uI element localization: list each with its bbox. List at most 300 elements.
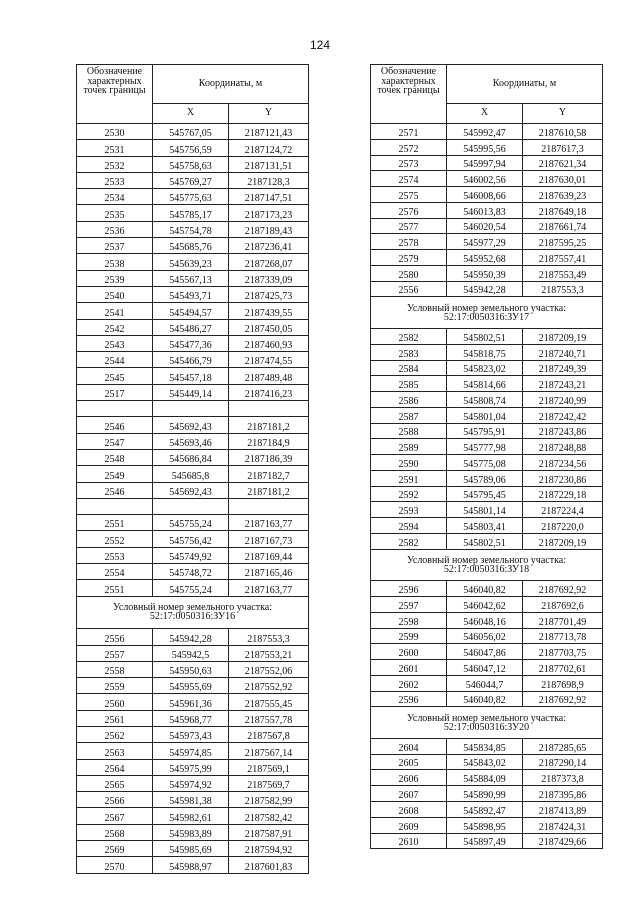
- point-number-cell: 2608: [371, 802, 447, 818]
- point-number-cell: 2533: [77, 172, 153, 188]
- y-coordinate-cell: 2187209,19: [523, 328, 603, 344]
- y-coordinate-cell: 2187703,75: [523, 644, 603, 660]
- x-coordinate-cell: 545950,39: [447, 265, 523, 281]
- x-coordinate-cell: 545884,09: [447, 770, 523, 786]
- header-designation: Обозначение характерных точек границы: [77, 65, 153, 124]
- parcel-label: Условный номер земельного участка: 52:17:0050316:ЗУ18: [371, 549, 603, 581]
- x-coordinate-cell: 545952,68: [447, 250, 523, 266]
- x-coordinate-cell: 545983,89: [153, 824, 229, 840]
- point-number-cell: 2562: [77, 727, 153, 743]
- table-row: [77, 368, 309, 384]
- x-coordinate-cell: 545758,63: [153, 156, 229, 172]
- table-body-right: [371, 65, 603, 849]
- point-number-cell: 2530: [77, 124, 153, 140]
- x-coordinate-cell: 545775,08: [447, 455, 523, 471]
- x-coordinate-cell: 545749,92: [153, 547, 229, 563]
- point-number-cell: 2602: [371, 675, 447, 691]
- table-row: [77, 482, 309, 498]
- x-coordinate-cell: 546040,82: [447, 581, 523, 597]
- point-number-cell: 2558: [77, 661, 153, 677]
- y-coordinate-cell: 2187649,18: [523, 202, 603, 218]
- y-coordinate-cell: 2187567,14: [229, 743, 309, 759]
- header-x: X: [153, 103, 229, 123]
- point-number-cell: 2606: [371, 770, 447, 786]
- x-coordinate-cell: 545692,43: [153, 482, 229, 498]
- table-row: [371, 802, 603, 818]
- x-coordinate-cell: [153, 401, 229, 417]
- x-coordinate-cell: 545755,24: [153, 515, 229, 531]
- y-coordinate-cell: 2187610,58: [523, 124, 603, 140]
- parcel-label-row: [371, 297, 603, 329]
- parcel-label-row: [77, 596, 309, 629]
- y-coordinate-cell: 2187416,23: [229, 384, 309, 400]
- x-coordinate-cell: 545639,23: [153, 254, 229, 270]
- table-row: [371, 597, 603, 613]
- y-coordinate-cell: [229, 498, 309, 514]
- point-number-cell: 2586: [371, 392, 447, 408]
- x-coordinate-cell: 545897,49: [447, 833, 523, 849]
- x-coordinate-cell: 545974,85: [153, 743, 229, 759]
- table-row: [371, 328, 603, 344]
- point-number-cell: 2560: [77, 694, 153, 710]
- y-coordinate-cell: 2187243,21: [523, 376, 603, 392]
- point-number-cell: 2556: [371, 281, 447, 297]
- y-coordinate-cell: 2187460,93: [229, 335, 309, 351]
- x-coordinate-cell: 546047,86: [447, 644, 523, 660]
- table-row: [77, 727, 309, 743]
- point-number-cell: 2590: [371, 455, 447, 471]
- table-row: [77, 238, 309, 254]
- table-row: [77, 857, 309, 873]
- x-coordinate-cell: 545982,61: [153, 808, 229, 824]
- table-row: [77, 401, 309, 417]
- x-coordinate-cell: 545686,84: [153, 449, 229, 465]
- y-coordinate-cell: 2187601,83: [229, 857, 309, 873]
- y-coordinate-cell: 2187131,51: [229, 156, 309, 172]
- table-row: [371, 486, 603, 502]
- x-coordinate-cell: 545981,38: [153, 792, 229, 808]
- parcel-label: Условный номер земельного участка: 52:17:0050316:ЗУ16: [77, 596, 309, 629]
- table-row: [77, 710, 309, 726]
- y-coordinate-cell: 2187163,77: [229, 580, 309, 596]
- point-number-cell: 2604: [371, 738, 447, 754]
- table-row: [371, 470, 603, 486]
- table-row: [77, 547, 309, 563]
- table-row: [371, 376, 603, 392]
- point-number-cell: 2532: [77, 156, 153, 172]
- point-number-cell: 2582: [371, 533, 447, 549]
- x-coordinate-cell: 545997,94: [447, 155, 523, 171]
- y-coordinate-cell: 2187553,21: [229, 645, 309, 661]
- table-row: [371, 612, 603, 628]
- y-coordinate-cell: 2187169,44: [229, 547, 309, 563]
- y-coordinate-cell: 2187285,65: [523, 738, 603, 754]
- point-number-cell: 2546: [77, 417, 153, 433]
- table-row: [371, 439, 603, 455]
- x-coordinate-cell: 545803,41: [447, 518, 523, 534]
- table-row: [77, 841, 309, 857]
- point-number-cell: 2567: [77, 808, 153, 824]
- point-number-cell: 2607: [371, 786, 447, 802]
- header-coordinates: Координаты, м: [153, 65, 309, 104]
- point-number-cell: 2583: [371, 344, 447, 360]
- y-coordinate-cell: 2187230,86: [523, 470, 603, 486]
- point-number-cell: 2578: [371, 234, 447, 250]
- x-coordinate-cell: 545777,98: [447, 439, 523, 455]
- x-coordinate-cell: 545974,92: [153, 775, 229, 791]
- y-coordinate-cell: 2187552,92: [229, 678, 309, 694]
- point-number-cell: 2537: [77, 238, 153, 254]
- point-number-cell: 2547: [77, 433, 153, 449]
- table-row: [371, 281, 603, 297]
- point-number-cell: 2534: [77, 189, 153, 205]
- table-row: [371, 155, 603, 171]
- point-number-cell: 2576: [371, 202, 447, 218]
- point-number-cell: 2584: [371, 360, 447, 376]
- y-coordinate-cell: 2187424,31: [523, 817, 603, 833]
- point-number-cell: 2575: [371, 187, 447, 203]
- y-coordinate-cell: 2187617,3: [523, 139, 603, 155]
- x-coordinate-cell: 545942,5: [153, 645, 229, 661]
- x-coordinate-cell: 545494,57: [153, 303, 229, 319]
- point-number-cell: 2542: [77, 319, 153, 335]
- y-coordinate-cell: 2187587,91: [229, 824, 309, 840]
- y-coordinate-cell: 2187243,86: [523, 423, 603, 439]
- table-row: [77, 319, 309, 335]
- point-number-cell: 2577: [371, 218, 447, 234]
- y-coordinate-cell: 2187569,1: [229, 759, 309, 775]
- x-coordinate-cell: 546044,7: [447, 675, 523, 691]
- x-coordinate-cell: 545995,56: [447, 139, 523, 155]
- y-coordinate-cell: 2187553,3: [229, 629, 309, 645]
- x-coordinate-cell: 545892,47: [447, 802, 523, 818]
- y-coordinate-cell: 2187165,46: [229, 564, 309, 580]
- table-row: [77, 775, 309, 791]
- point-number-cell: 2580: [371, 265, 447, 281]
- x-coordinate-cell: 545795,91: [447, 423, 523, 439]
- table-row: [371, 754, 603, 770]
- point-number-cell: 2593: [371, 502, 447, 518]
- table-body-left: [77, 65, 309, 874]
- table-row: [77, 254, 309, 270]
- y-coordinate-cell: 2187692,92: [523, 581, 603, 597]
- y-coordinate-cell: 2187474,55: [229, 352, 309, 368]
- table-row: [371, 139, 603, 155]
- table-row: [77, 759, 309, 775]
- x-coordinate-cell: 545977,29: [447, 234, 523, 250]
- table-row: [371, 533, 603, 549]
- x-coordinate-cell: 545808,74: [447, 392, 523, 408]
- x-coordinate-cell: 545789,06: [447, 470, 523, 486]
- point-number-cell: 2597: [371, 597, 447, 613]
- y-coordinate-cell: 2187429,66: [523, 833, 603, 849]
- point-number-cell: 2541: [77, 303, 153, 319]
- table-row: [77, 335, 309, 351]
- y-coordinate-cell: 2187698,9: [523, 675, 603, 691]
- table-row: [77, 694, 309, 710]
- y-coordinate-cell: 2187582,42: [229, 808, 309, 824]
- table-row: [77, 384, 309, 400]
- parcel-label: Условный номер земельного участка: 52:17:0050316:ЗУ20: [371, 707, 603, 739]
- table-row: [77, 417, 309, 433]
- y-coordinate-cell: 2187594,92: [229, 841, 309, 857]
- x-coordinate-cell: 546002,56: [447, 171, 523, 187]
- x-coordinate-cell: 545955,69: [153, 678, 229, 694]
- y-coordinate-cell: 2187582,99: [229, 792, 309, 808]
- point-number-cell: 2545: [77, 368, 153, 384]
- point-number-cell: 2551: [77, 580, 153, 596]
- table-row: [371, 423, 603, 439]
- x-coordinate-cell: 546042,62: [447, 597, 523, 613]
- x-coordinate-cell: 545785,17: [153, 205, 229, 221]
- x-coordinate-cell: 545801,14: [447, 502, 523, 518]
- point-number-cell: 2565: [77, 775, 153, 791]
- point-number-cell: 2579: [371, 250, 447, 266]
- y-coordinate-cell: 2187425,73: [229, 286, 309, 302]
- point-number-cell: 2566: [77, 792, 153, 808]
- y-coordinate-cell: 2187661,74: [523, 218, 603, 234]
- x-coordinate-cell: 545975,99: [153, 759, 229, 775]
- x-coordinate-cell: 546008,66: [447, 187, 523, 203]
- y-coordinate-cell: 2187569,7: [229, 775, 309, 791]
- point-number-cell: 2557: [77, 645, 153, 661]
- x-coordinate-cell: 545466,79: [153, 352, 229, 368]
- x-coordinate-cell: 545818,75: [447, 344, 523, 360]
- x-coordinate-cell: 545755,24: [153, 580, 229, 596]
- x-coordinate-cell: 545988,97: [153, 857, 229, 873]
- point-number-cell: 2609: [371, 817, 447, 833]
- y-coordinate-cell: 2187553,49: [523, 265, 603, 281]
- y-coordinate-cell: 2187395,86: [523, 786, 603, 802]
- table-row: [77, 172, 309, 188]
- y-coordinate-cell: 2187147,51: [229, 189, 309, 205]
- parcel-label: Условный номер земельного участка: 52:17:0050316:ЗУ17: [371, 297, 603, 329]
- y-coordinate-cell: [229, 401, 309, 417]
- point-number-cell: 2552: [77, 531, 153, 547]
- table-row: [77, 629, 309, 645]
- x-coordinate-cell: 545477,36: [153, 335, 229, 351]
- x-coordinate-cell: 545950,63: [153, 661, 229, 677]
- table-row: [77, 124, 309, 140]
- y-coordinate-cell: 2187595,25: [523, 234, 603, 250]
- table-row: [371, 628, 603, 644]
- point-number-cell: 2592: [371, 486, 447, 502]
- point-number-cell: 2543: [77, 335, 153, 351]
- table-row: [77, 498, 309, 514]
- point-number-cell: 2596: [371, 691, 447, 707]
- y-coordinate-cell: 2187692,6: [523, 597, 603, 613]
- point-number-cell: 2585: [371, 376, 447, 392]
- table-row: [371, 660, 603, 676]
- y-coordinate-cell: 2187124,72: [229, 140, 309, 156]
- x-coordinate-cell: 545767,05: [153, 124, 229, 140]
- point-number-cell: 2564: [77, 759, 153, 775]
- x-coordinate-cell: 546047,12: [447, 660, 523, 676]
- table-row: [77, 286, 309, 302]
- point-number-cell: 2535: [77, 205, 153, 221]
- point-number-cell: 2582: [371, 328, 447, 344]
- table-row: [77, 824, 309, 840]
- point-number-cell: [77, 401, 153, 417]
- x-coordinate-cell: 545961,36: [153, 694, 229, 710]
- x-coordinate-cell: 546020,54: [447, 218, 523, 234]
- x-coordinate-cell: 546013,83: [447, 202, 523, 218]
- y-coordinate-cell: 2187701,49: [523, 612, 603, 628]
- table-row: [371, 518, 603, 534]
- table-row: [371, 833, 603, 849]
- point-number-cell: 2605: [371, 754, 447, 770]
- point-number-cell: 2551: [77, 515, 153, 531]
- point-number-cell: 2596: [371, 581, 447, 597]
- coordinates-table-left: [76, 64, 309, 874]
- y-coordinate-cell: 2187373,8: [523, 770, 603, 786]
- y-coordinate-cell: 2187186,39: [229, 449, 309, 465]
- table-row: [371, 407, 603, 423]
- table-row: [77, 303, 309, 319]
- y-coordinate-cell: 2187702,61: [523, 660, 603, 676]
- point-number-cell: 2539: [77, 270, 153, 286]
- x-coordinate-cell: 545834,85: [447, 738, 523, 754]
- y-coordinate-cell: 2187621,34: [523, 155, 603, 171]
- x-coordinate-cell: 545756,42: [153, 531, 229, 547]
- y-coordinate-cell: 2187163,77: [229, 515, 309, 531]
- point-number-cell: 2549: [77, 466, 153, 482]
- y-coordinate-cell: 2187630,01: [523, 171, 603, 187]
- header-designation: Обозначение характерных точек границы: [371, 65, 447, 124]
- header-x: X: [447, 103, 523, 123]
- header-y: Y: [523, 103, 603, 123]
- x-coordinate-cell: 545890,99: [447, 786, 523, 802]
- x-coordinate-cell: 545457,18: [153, 368, 229, 384]
- y-coordinate-cell: 2187209,19: [523, 533, 603, 549]
- table-row: [77, 661, 309, 677]
- table-row: [371, 265, 603, 281]
- y-coordinate-cell: 2187450,05: [229, 319, 309, 335]
- point-number-cell: 2561: [77, 710, 153, 726]
- y-coordinate-cell: 2187567,8: [229, 727, 309, 743]
- point-number-cell: 2610: [371, 833, 447, 849]
- table-row: [371, 171, 603, 187]
- table-row: [77, 221, 309, 237]
- point-number-cell: 2563: [77, 743, 153, 759]
- table-row: [77, 449, 309, 465]
- point-number-cell: 2544: [77, 352, 153, 368]
- y-coordinate-cell: 2187167,73: [229, 531, 309, 547]
- x-coordinate-cell: 545486,27: [153, 319, 229, 335]
- point-number-cell: 2587: [371, 407, 447, 423]
- y-coordinate-cell: 2187249,39: [523, 360, 603, 376]
- y-coordinate-cell: 2187555,45: [229, 694, 309, 710]
- x-coordinate-cell: 545754,78: [153, 221, 229, 237]
- table-row: [371, 581, 603, 597]
- table-row: [371, 344, 603, 360]
- point-number-cell: 2538: [77, 254, 153, 270]
- point-number-cell: 2553: [77, 547, 153, 563]
- point-number-cell: 2570: [77, 857, 153, 873]
- header-y: Y: [229, 103, 309, 123]
- point-number-cell: 2594: [371, 518, 447, 534]
- table-row: [371, 202, 603, 218]
- x-coordinate-cell: 545802,51: [447, 328, 523, 344]
- table-row: [77, 678, 309, 694]
- table-row: [77, 352, 309, 368]
- table-row: [371, 770, 603, 786]
- y-coordinate-cell: 2187439,55: [229, 303, 309, 319]
- point-number-cell: 2517: [77, 384, 153, 400]
- y-coordinate-cell: 2187240,71: [523, 344, 603, 360]
- point-number-cell: 2548: [77, 449, 153, 465]
- y-coordinate-cell: 2187557,41: [523, 250, 603, 266]
- x-coordinate-cell: 545493,71: [153, 286, 229, 302]
- x-coordinate-cell: 545968,77: [153, 710, 229, 726]
- parcel-label-row: [371, 549, 603, 581]
- table-row: [371, 644, 603, 660]
- y-coordinate-cell: 2187121,43: [229, 124, 309, 140]
- table-row: [371, 124, 603, 140]
- table-row: [77, 140, 309, 156]
- table-row: [371, 817, 603, 833]
- y-coordinate-cell: 2187173,23: [229, 205, 309, 221]
- table-row: [77, 808, 309, 824]
- header-row: [371, 65, 603, 104]
- x-coordinate-cell: 545843,02: [447, 754, 523, 770]
- table-row: [371, 187, 603, 203]
- table-row: [77, 515, 309, 531]
- x-coordinate-cell: 545942,28: [447, 281, 523, 297]
- point-number-cell: 2599: [371, 628, 447, 644]
- table-row: [371, 392, 603, 408]
- y-coordinate-cell: 2187413,89: [523, 802, 603, 818]
- table-row: [371, 786, 603, 802]
- point-number-cell: 2573: [371, 155, 447, 171]
- table-row: [77, 433, 309, 449]
- table-row: [371, 250, 603, 266]
- table-row: [77, 466, 309, 482]
- point-number-cell: 2556: [77, 629, 153, 645]
- y-coordinate-cell: 2187242,42: [523, 407, 603, 423]
- point-number-cell: [77, 498, 153, 514]
- y-coordinate-cell: 2187182,7: [229, 466, 309, 482]
- x-coordinate-cell: 545748,72: [153, 564, 229, 580]
- x-coordinate-cell: 545992,47: [447, 124, 523, 140]
- point-number-cell: 2589: [371, 439, 447, 455]
- point-number-cell: 2600: [371, 644, 447, 660]
- x-coordinate-cell: 545775,63: [153, 189, 229, 205]
- x-coordinate-cell: 545692,43: [153, 417, 229, 433]
- y-coordinate-cell: 2187713,78: [523, 628, 603, 644]
- table-row: [77, 645, 309, 661]
- y-coordinate-cell: 2187557,78: [229, 710, 309, 726]
- point-number-cell: 2531: [77, 140, 153, 156]
- y-coordinate-cell: 2187234,56: [523, 455, 603, 471]
- table-row: [371, 455, 603, 471]
- x-coordinate-cell: 545769,27: [153, 172, 229, 188]
- y-coordinate-cell: 2187489,48: [229, 368, 309, 384]
- x-coordinate-cell: 545973,43: [153, 727, 229, 743]
- y-coordinate-cell: 2187229,18: [523, 486, 603, 502]
- point-number-cell: 2536: [77, 221, 153, 237]
- table-row: [371, 360, 603, 376]
- header-row: [77, 65, 309, 104]
- y-coordinate-cell: 2187240,99: [523, 392, 603, 408]
- x-coordinate-cell: 545898,95: [447, 817, 523, 833]
- y-coordinate-cell: 2187639,23: [523, 187, 603, 203]
- table-row: [77, 531, 309, 547]
- y-coordinate-cell: 2187220,0: [523, 518, 603, 534]
- x-coordinate-cell: 545801,04: [447, 407, 523, 423]
- table-row: [77, 270, 309, 286]
- point-number-cell: 2572: [371, 139, 447, 155]
